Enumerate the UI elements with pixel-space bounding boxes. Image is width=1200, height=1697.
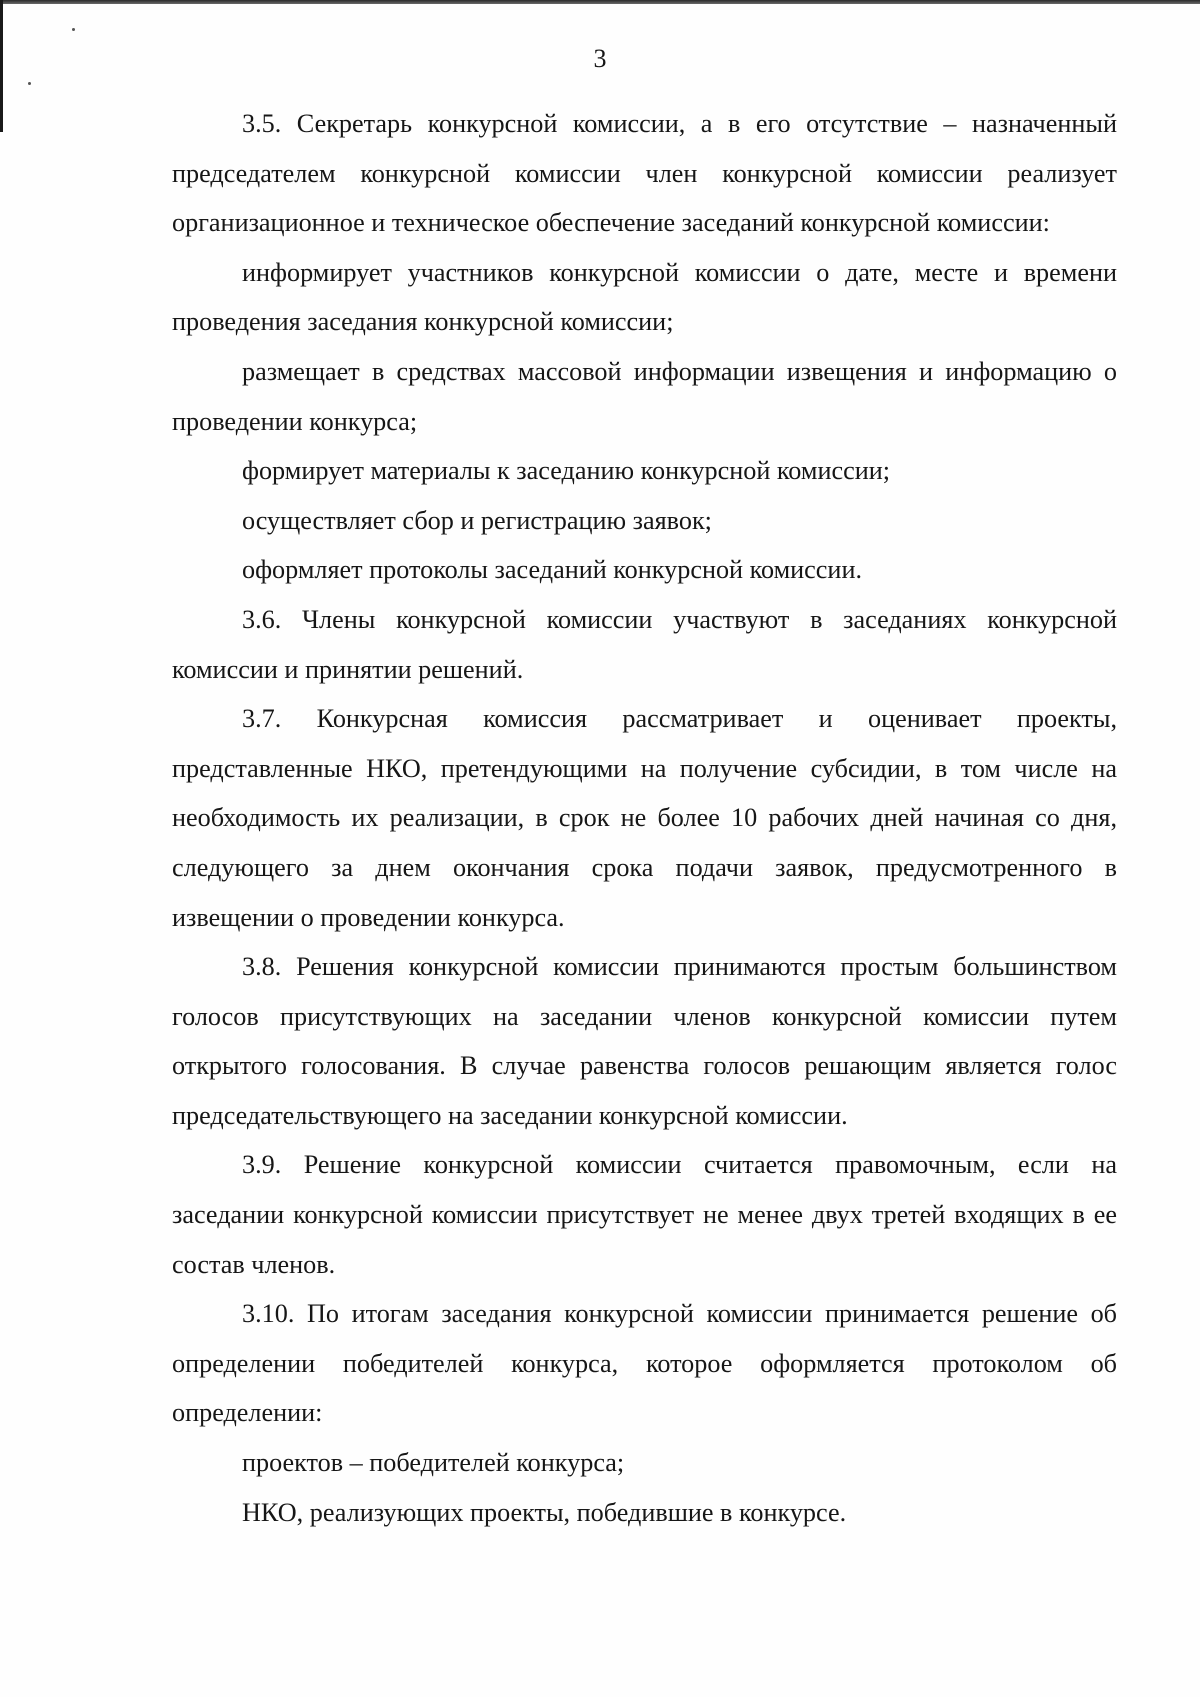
paragraph-3-8: 3.8. Решения конкурсной комиссии принимаются простым большинством голосов присутствующих на заседании членов конкурсной комиссии путем открытого голосования. В случае равенства голосов решающим является голос председательствующего на заседании конкурсной комиссии.	[172, 952, 1117, 1130]
scan-edge-top	[0, 0, 1200, 4]
list-item-publish-notices: размещает в средствах массовой информации извещения и информацию о проведении конкурса;	[172, 356, 1117, 436]
paragraph-3-9: 3.9. Решение конкурсной комиссии считается правомочным, если на заседании конкурсной комиссии присутствует не менее двух третей входящих в ее состав членов.	[172, 1150, 1117, 1279]
paragraph-3-10: 3.10. По итогам заседания конкурсной комиссии принимается решение об определении победителей конкурса, которое оформляется протоколом об определении:	[172, 1299, 1117, 1428]
paragraph-3-6: 3.6. Члены конкурсной комиссии участвуют в заседаниях конкурсной комиссии и принятии решений.	[172, 604, 1117, 684]
document-body	[172, 99, 1117, 1537]
paragraph-3-5: 3.5. Секретарь конкурсной комиссии, а в его отсутствие – назначенный председателем конкурсной комиссии член конкурсной комиссии реализует организационное и техническое обеспечение заседаний конкурсной комиссии:	[172, 109, 1117, 238]
list-item-winning-nko: НКО, реализующих проекты, победившие в конкурсе.	[242, 1497, 847, 1527]
list-item-winning-projects: проектов – победителей конкурса;	[242, 1448, 625, 1478]
paragraph-3-7: 3.7. Конкурсная комиссия рассматривает и оценивает проекты, представленные НКО, претендующими на получение субсидии, в том числе на необходимость их реализации, в срок не более 10 рабочих дней начиная со дня, следующего за днем окончания срока подачи заявок, предусмотренного в извещении о проведении конкурса.	[172, 704, 1117, 932]
page-number: 3	[593, 44, 607, 73]
list-item-inform-participants: информирует участников конкурсной комиссии о дате, месте и времени проведения заседания конкурсной комиссии;	[172, 257, 1117, 337]
scan-speck	[72, 28, 75, 31]
list-item-form-materials: формирует материалы к заседанию конкурсной комиссии;	[242, 456, 891, 486]
scan-speck	[28, 82, 31, 85]
list-item-draft-minutes: оформляет протоколы заседаний конкурсной комиссии.	[242, 555, 863, 585]
list-item-collect-applications: осуществляет сбор и регистрацию заявок;	[242, 505, 712, 535]
